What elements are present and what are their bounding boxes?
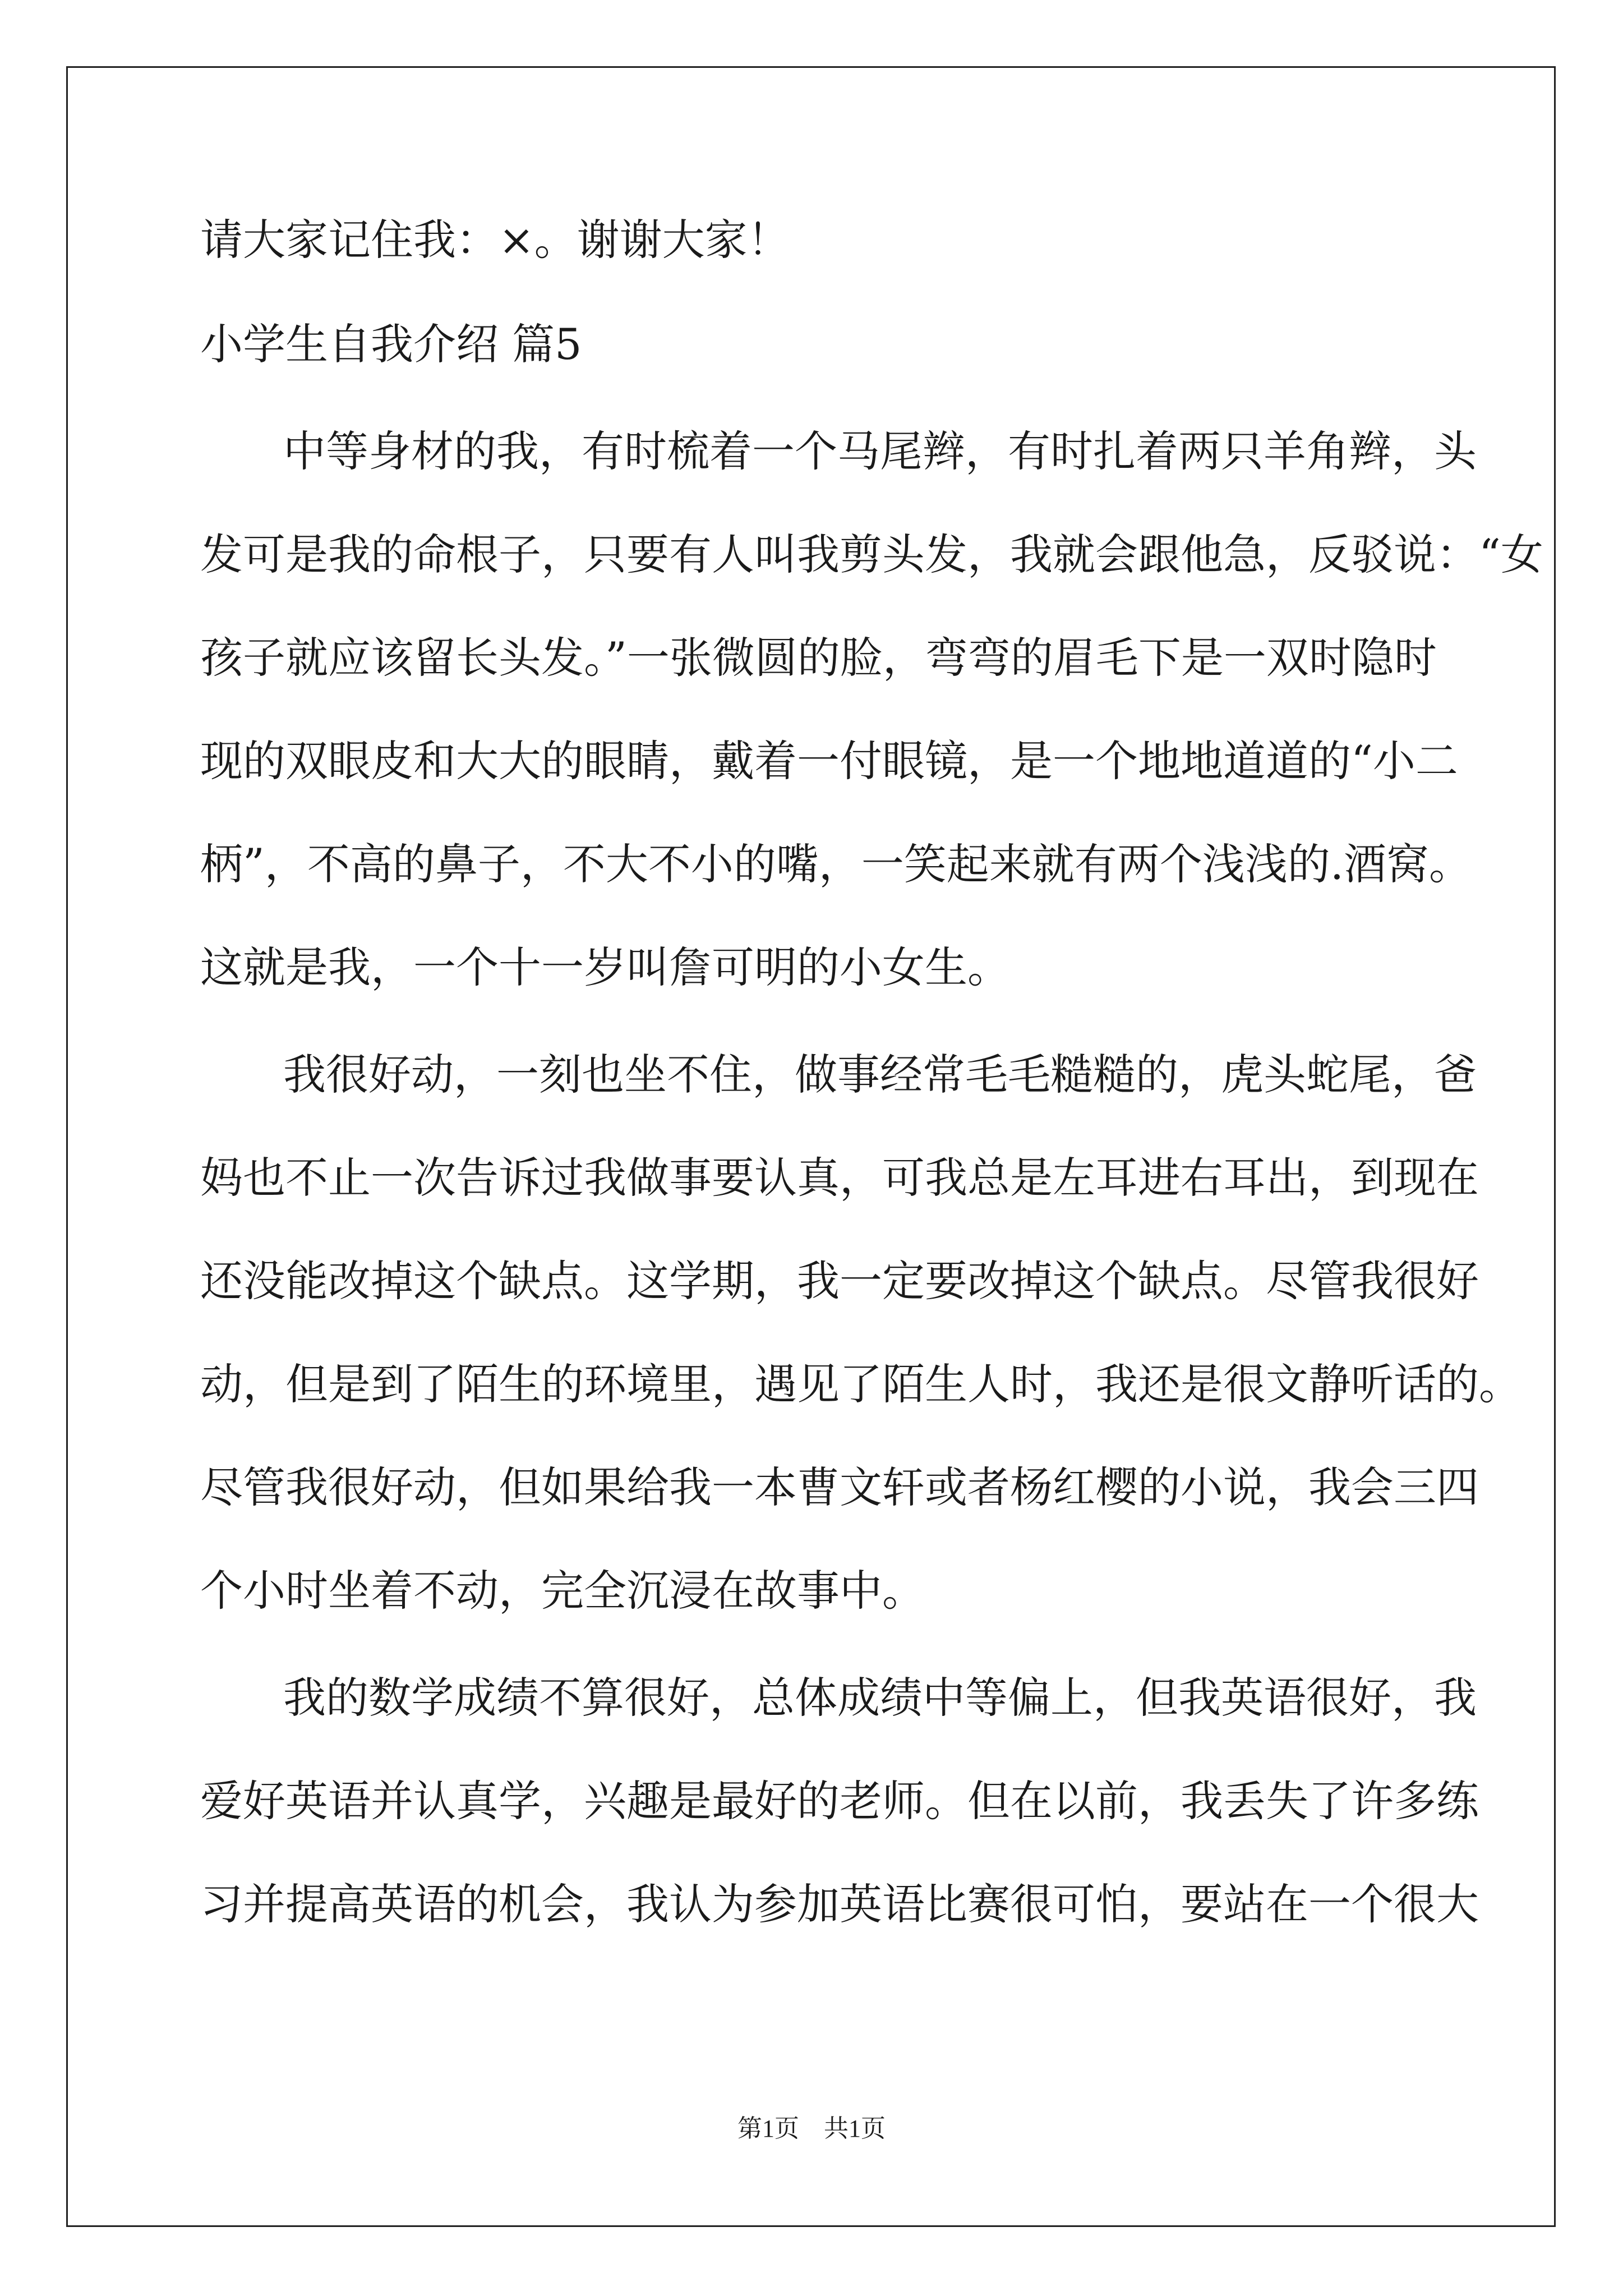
paragraph-line: 我的数学成绩不算很好，总体成绩中等偏上，但我英语很好，我 xyxy=(283,1673,1477,1723)
paragraph-line: 还没能改掉这个缺点。这学期，我一定要改掉这个缺点。尽管我很好 xyxy=(200,1256,1479,1306)
paragraph-line: 动，但是到了陌生的环境里，遇见了陌生人时，我还是很文静听话的。 xyxy=(200,1359,1521,1409)
paragraph-line: 我很好动，一刻也坐不住，做事经常毛毛糙糙的，虎头蛇尾，爸 xyxy=(283,1050,1477,1099)
paragraph-1 xyxy=(200,426,1543,992)
document-body xyxy=(200,215,1543,1990)
paragraph-line: 爱好英语并认真学，兴趣是最好的老师。但在以前，我丢失了许多练 xyxy=(200,1776,1479,1826)
paragraph-line: 孩子就应该留长头发。”一张微圆的脸，弯弯的眉毛下是一双时隐时 xyxy=(200,633,1437,683)
paragraph-line: 个小时坐着不动，完全沉浸在故事中。 xyxy=(200,1566,925,1616)
paragraph-line: 这就是我，一个十一岁叫詹可明的小女生。 xyxy=(200,942,1010,992)
paragraph-line: 柄”，不高的鼻子，不大不小的嘴，一笑起来就有两个浅浅的.酒窝。 xyxy=(200,839,1472,889)
paragraph-line: 妈也不止一次告诉过我做事要认真，可我总是左耳进右耳出，到现在 xyxy=(200,1153,1479,1203)
paragraph-line: 现的双眼皮和大大的眼睛，戴着一付眼镜，是一个地地道道的“小二 xyxy=(200,736,1458,786)
paragraph-line: 尽管我很好动，但如果给我一本曹文轩或者杨红樱的小说，我会三四 xyxy=(200,1462,1479,1512)
paragraph-line: 习并提高英语的机会，我认为参加英语比赛很可怕，要站在一个很大 xyxy=(200,1879,1479,1929)
page-footer: 第1页 共1页 xyxy=(737,2115,886,2142)
closing-line: 请大家记住我：×。谢谢大家！ xyxy=(200,215,790,265)
paragraph-line: 发可是我的命根子，只要有人叫我剪头发，我就会跟他急，反驳说：“女 xyxy=(200,530,1543,579)
paragraph-2 xyxy=(200,1050,1521,1616)
section-title: 小学生自我介绍 篇5 xyxy=(200,319,582,369)
paragraph-line: 中等身材的我，有时梳着一个马尾辫，有时扎着两只羊角辫，头 xyxy=(283,426,1477,476)
paragraph-3 xyxy=(200,1673,1479,1929)
